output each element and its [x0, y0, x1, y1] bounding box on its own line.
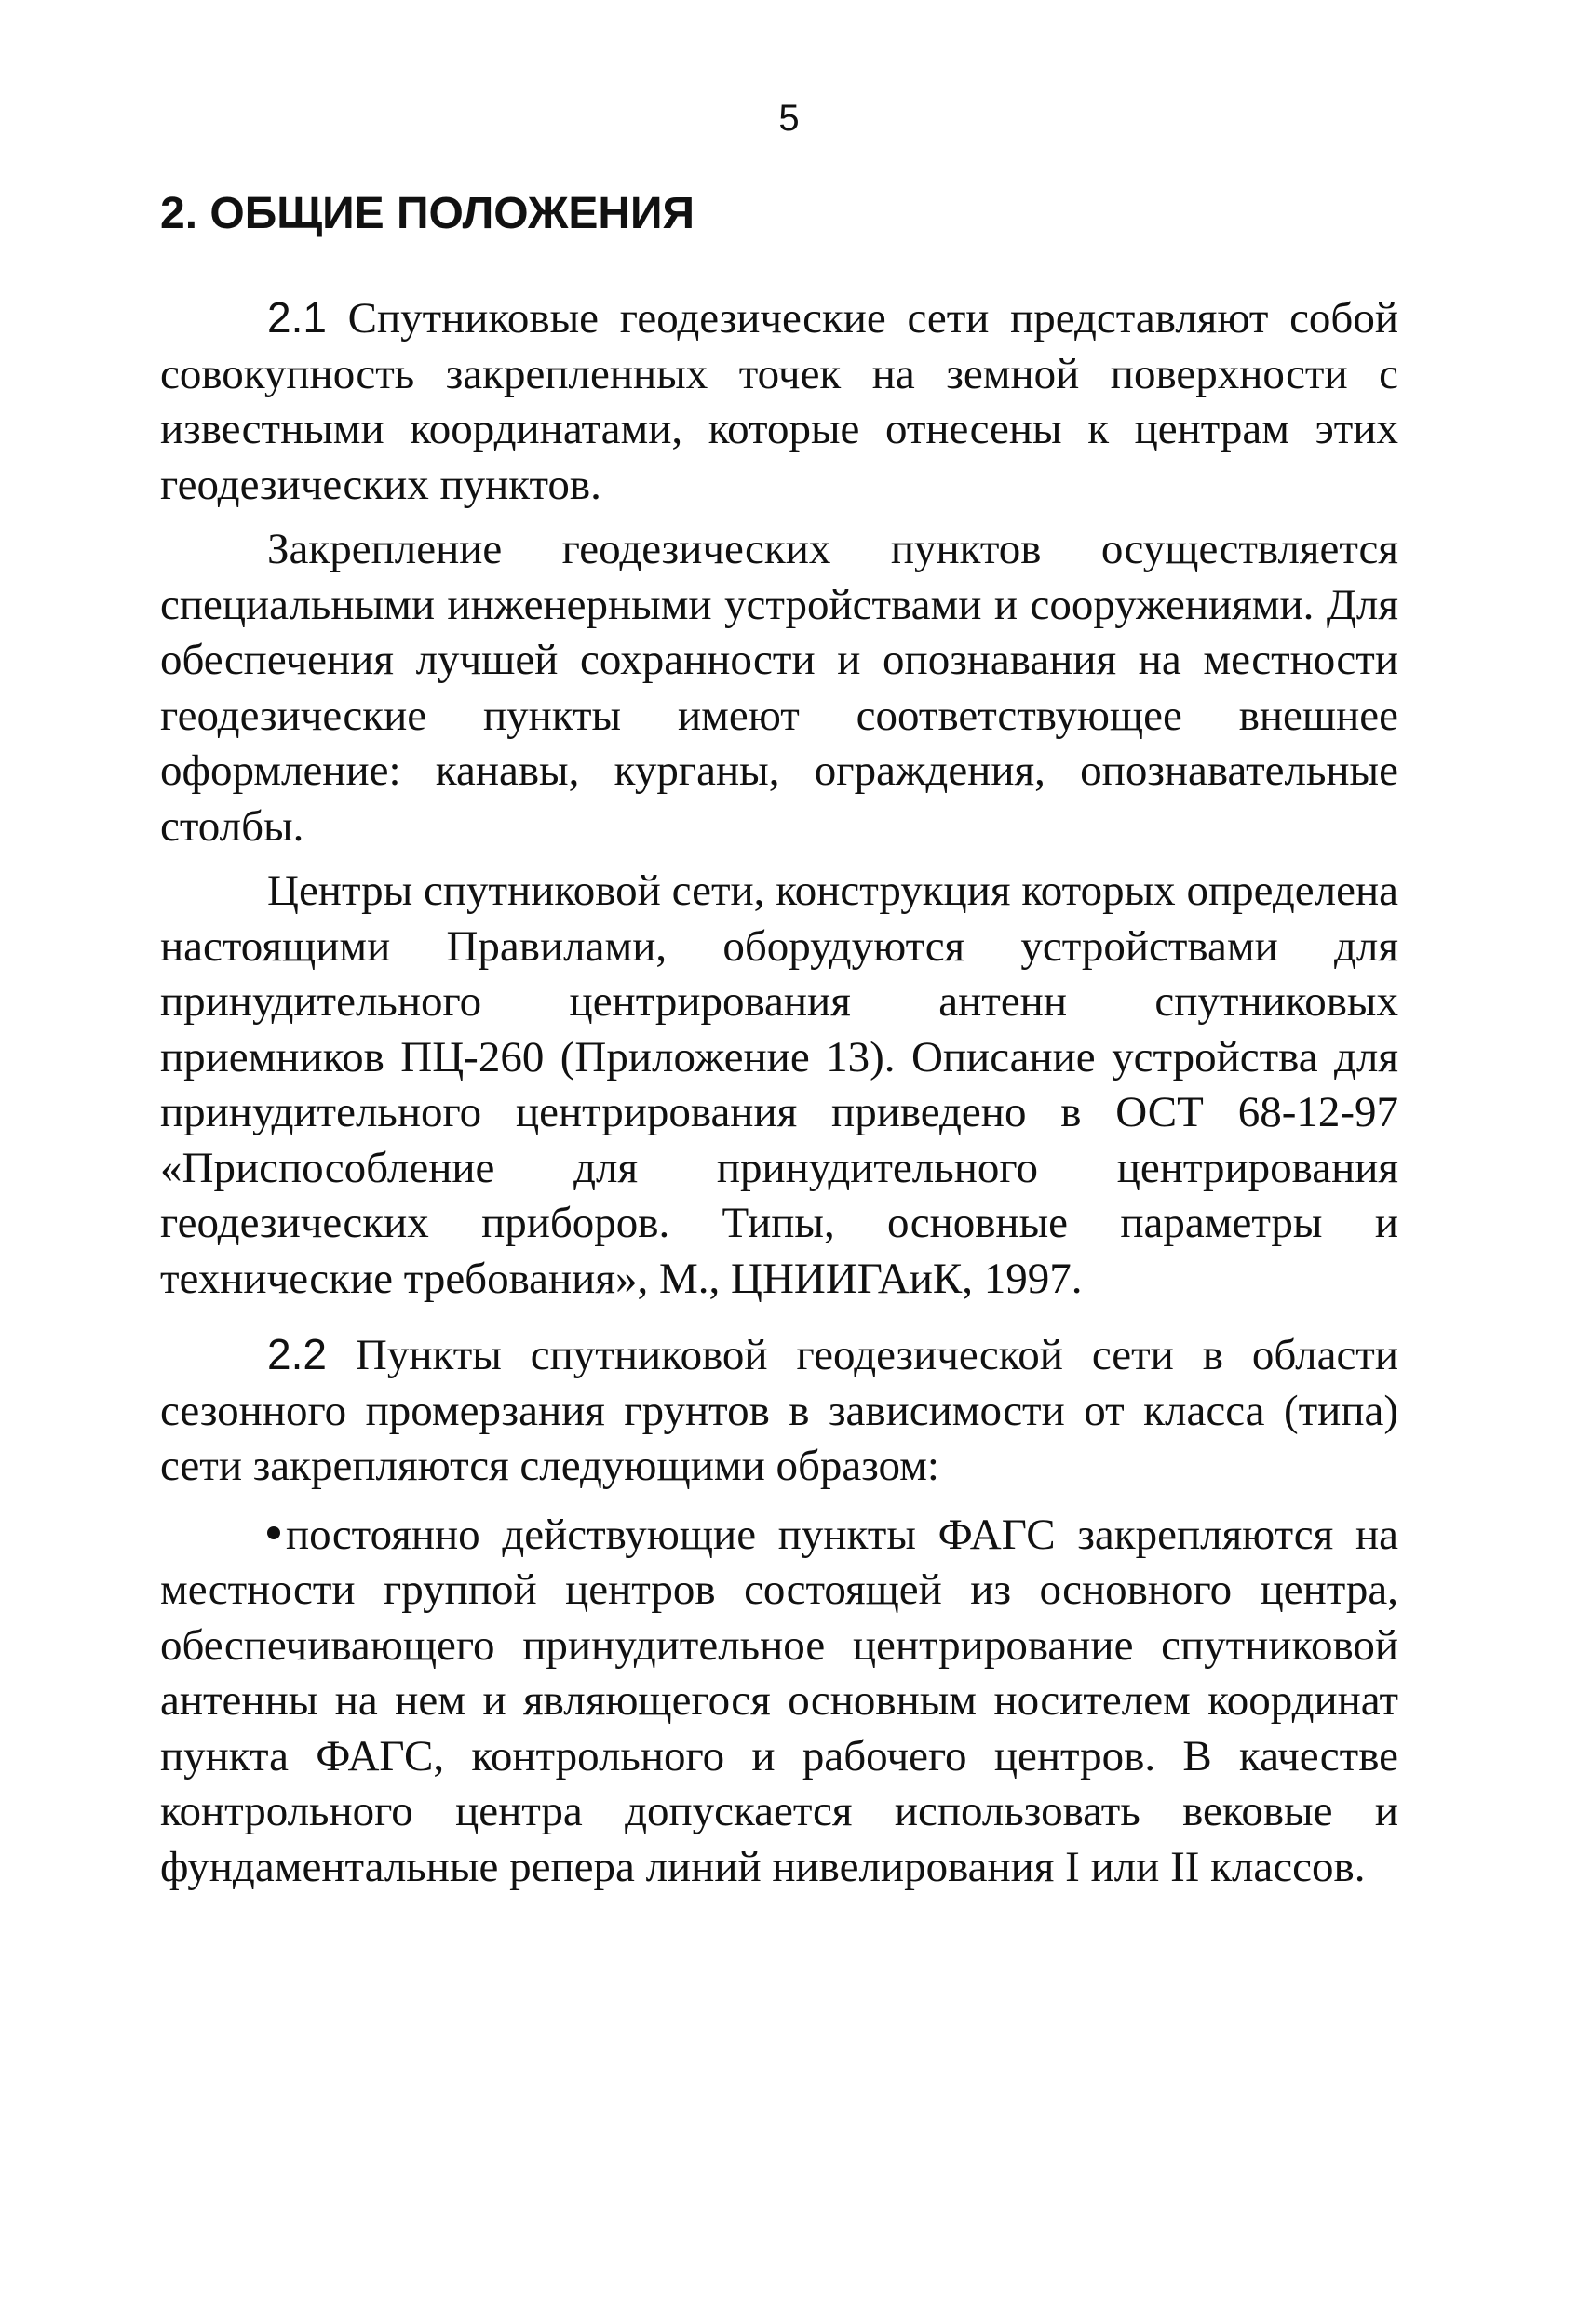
bullet-icon — [267, 1526, 280, 1539]
paragraph-number: 2.1 — [267, 293, 327, 342]
document-body — [160, 186, 1398, 1895]
paragraph-2-1 — [160, 290, 1398, 513]
paragraph-text: Спутниковые геодезические сети представляют собой совокупность закрепленных точек на земной поверхности с известными координатами, которые отнесены к центрам этих геодезических пунктов. — [160, 294, 1398, 509]
paragraph-text: Пункты спутниковой геодезической сети в области сезонного промерзания грунтов в зависимости от класса (типа) сети закрепляются следующими образом: — [160, 1331, 1398, 1490]
bullet-text: постоянно действующие пункты ФАГС закрепляются на местности группой центров состоящей из основного центра, обеспечивающего принудительное центрирование спутниковой антенны на нем и являющегося основным носителем координат пункта ФАГС, контрольного и рабочего центров. В качестве контрольного центра допускается использовать вековые и фундаментальные репера линий нивелирования I или II классов. — [160, 1510, 1398, 1891]
paragraph-text: Центры спутниковой сети, конструкция которых определена настоящими Правилами, оборудуются устройствами для принудительного центрирования антенн спутниковых приемников ПЦ-260 (Приложение 13). Описание устройства для принудительного центрирования приведено в ОСТ 68-12-97 «Приспособление для принудительного центрирования геодезических приборов. Типы, основные параметры и технические требования», М., ЦНИИГАиК, 1997. — [160, 866, 1398, 1303]
paragraph-2-2 — [160, 1327, 1398, 1495]
paragraph-text: Закрепление геодезических пунктов осуществляется специальными инженерными устройствами и сооружениями. Для обеспечения лучшей сохранности и опознавания на местности геодезические пункты имеют соответствующее внешнее оформление: канавы, курганы, ограждения, опознавательные столбы. — [160, 525, 1398, 851]
paragraph-number: 2.2 — [267, 1330, 327, 1378]
bullet-item — [160, 1508, 1398, 1896]
section-title: 2. ОБЩИЕ ПОЛОЖЕНИЯ — [160, 189, 695, 238]
paragraph-centers — [160, 864, 1398, 1307]
paragraph-fixing — [160, 522, 1398, 854]
page-number: 5 — [778, 98, 800, 139]
